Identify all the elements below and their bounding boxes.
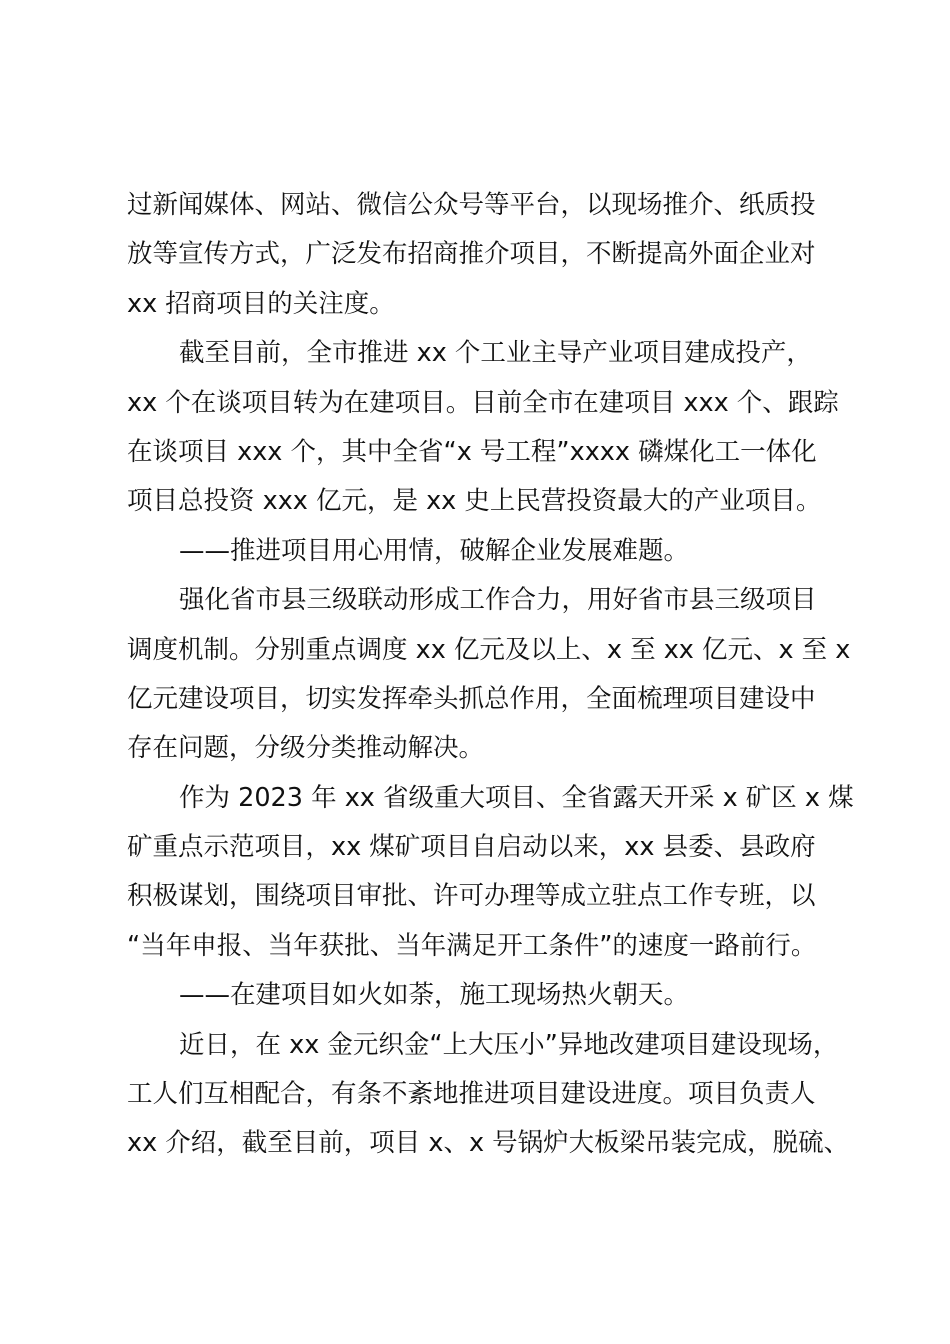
text-line: 放等宣传方式，广泛发布招商推介项目，不断提高外面企业对 <box>127 239 816 270</box>
text-line: xx 招商项目的关注度。 <box>127 288 395 319</box>
text-line: xx 个在谈项目转为在建项目。目前全市在建项目 xxx 个、跟踪 <box>127 387 839 418</box>
paragraph-first-line: 截至目前，全市推进 xx 个工业主导产业项目建成投产， <box>179 338 812 369</box>
section-heading: ——推进项目用心用情，破解企业发展难题。 <box>179 535 690 566</box>
text-line: 矿重点示范项目，xx 煤矿项目自启动以来，xx 县委、县政府 <box>127 832 816 863</box>
text-line: 项目总投资 xxx 亿元，是 xx 史上民营投资最大的产业项目。 <box>127 486 822 517</box>
paragraph-first-line: 近日，在 xx 金元织金“上大压小”异地改建项目建设现场， <box>179 1029 839 1060</box>
text-line: 过新闻媒体、网站、微信公众号等平台，以现场推介、纸质投 <box>127 190 816 220</box>
document-body <box>127 181 867 1169</box>
text-line: 工人们互相配合，有条不紊地推进项目建设进度。项目负责人 <box>127 1079 816 1110</box>
text-line: 亿元建设项目，切实发挥牵头抓总作用，全面梳理项目建设中 <box>127 683 816 714</box>
text-line: 积极谋划，围绕项目审批、许可办理等成立驻点工作专班，以 <box>127 881 816 912</box>
section-heading: ——在建项目如火如荼，施工现场热火朝天。 <box>179 980 690 1011</box>
text-line: xx 介绍，截至目前，项目 x、x 号锅炉大板梁吊装完成，脱硫、 <box>127 1128 850 1159</box>
paragraph-first-line: 作为 2023 年 xx 省级重大项目、全省露天开采 x 矿区 x 煤 <box>179 782 854 813</box>
text-line: “当年申报、当年获批、当年满足开工条件”的速度一路前行。 <box>127 930 817 961</box>
text-line: 存在问题，分级分类推动解决。 <box>127 733 485 764</box>
paragraph-first-line: 强化省市县三级联动形成工作合力，用好省市县三级项目 <box>179 585 817 616</box>
text-line: 调度机制。分别重点调度 xx 亿元及以上、x 至 xx 亿元、x 至 x <box>127 634 851 665</box>
text-line: 在谈项目 xxx 个，其中全省“x 号工程”xxxx 磷煤化工一体化 <box>127 436 817 467</box>
